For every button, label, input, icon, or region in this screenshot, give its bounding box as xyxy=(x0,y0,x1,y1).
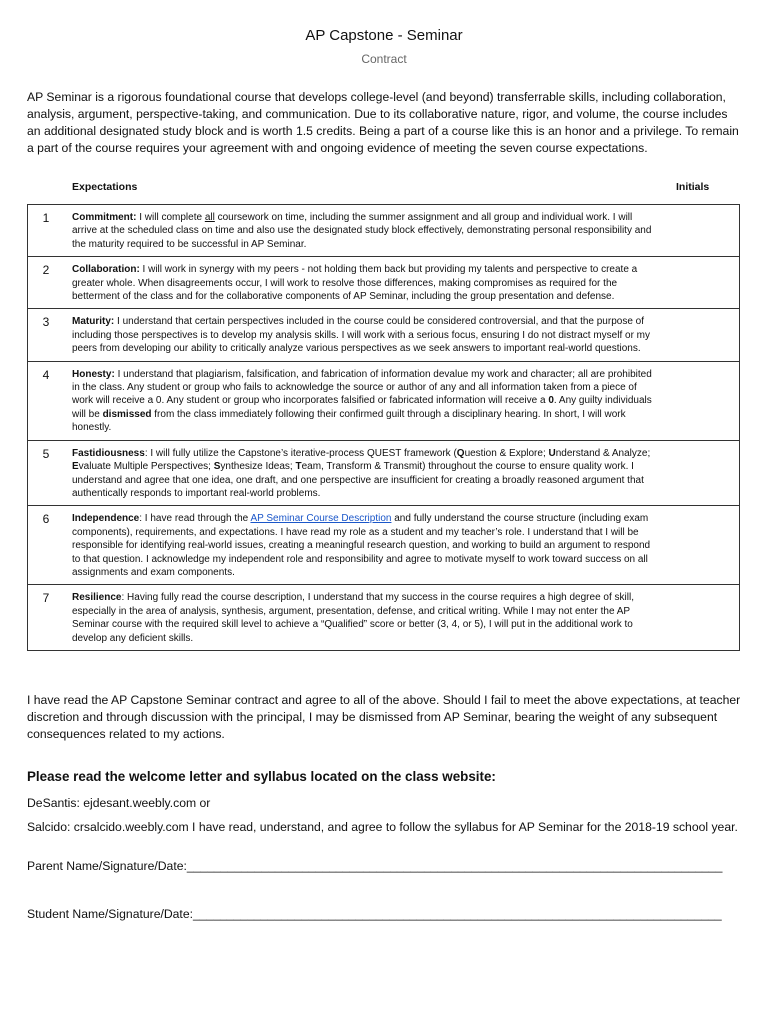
initials-cell[interactable] xyxy=(665,361,740,440)
table-row xyxy=(28,585,740,651)
row-underline: all xyxy=(204,212,215,223)
intro-paragraph: AP Seminar is a rigorous foundational course that develops college-level (and beyond) transferrable skills, including collaboration, analysis, argument, perspective-taking, and communication. Due to its collaborative nature, rigor, and volume, the course includes an additional designated study block and is worth 1.5 credits. Being a part of a course like this is an honor and a privilege. To remain a part of the course requires your agreement with and ongoing evidence of meeting the seven course expectations. xyxy=(27,90,739,155)
row-label: Fastidiousness xyxy=(72,447,145,459)
row-label: Collaboration: xyxy=(72,264,140,276)
row-number: 5 xyxy=(28,440,65,506)
row-text xyxy=(64,506,665,585)
row-number: 3 xyxy=(28,309,65,361)
salcido-website: Salcido: crsalcido.weebly.com I have read, understand, and agree to follow the syllabus for AP Seminar for the 2018-19 school year. xyxy=(27,820,738,834)
row-text xyxy=(64,361,665,440)
row-body: nderstand & Analyze; xyxy=(555,447,651,459)
quest-letter: T xyxy=(295,461,302,473)
row-number: 4 xyxy=(28,361,65,440)
row-label: Commitment: xyxy=(72,212,137,223)
table-row xyxy=(28,257,740,309)
agreement-paragraph: I have read the AP Capstone Seminar contract and agree to all of the above. Should I fail to meet the above expectations, at teacher discretion and through discussion with the principal, I may be dismissed from AP Seminar, bearing the weight of any subsequent consequences related to my actions. xyxy=(27,693,741,741)
quest-letter: Q xyxy=(456,447,465,459)
table-row xyxy=(28,205,740,257)
row-label: Independence xyxy=(72,513,140,525)
row-bold: dismissed xyxy=(102,408,152,420)
row-body: I will work in synergy with my peers - not holding them back but providing my talents and perspective to create a greater whole. When disagreements occur, I will work to resolve those differences, making compromises as required for the betterment of the class and for the collaborative components of AP Seminar, including the group presentation and defense. xyxy=(72,264,638,303)
row-label: Resilience xyxy=(72,592,122,604)
row-body: from the class immediately following their confirmed guilt through a disciplinary hearing. In short, I will work honestly. xyxy=(72,408,626,434)
row-body: : I will fully utilize the Capstone’s iterative-process QUEST framework ( xyxy=(144,447,457,459)
row-body: I understand that plagiarism, falsification, and fabrication of information devalue my work and character; all are prohibited in the class. Any student or group who fails to acknowledge the source or author of any and all information taken from a piece of work will receive a 0. Any student or group who incorporates falsified or fabricated information will receive a xyxy=(72,368,652,407)
row-number: 6 xyxy=(28,506,65,585)
row-body: eam, Transform & Transmit) throughout the course to ensure quality work. I understand and agree that one idea, one draft, and one perspective are insufficient for creating a broadly reasoned argument that authentically responds to important real-world problems. xyxy=(72,461,644,499)
row-body: ynthesize Ideas; xyxy=(220,461,296,473)
initials-cell[interactable] xyxy=(665,440,740,506)
row-body: : Having fully read the course description, I understand that my success in the course requires a high degree of skill, especially in the area of analysis, synthesis, argument, presentation, defense, and critical writing. While I may not enter the AP Seminar course with the required skill level to achieve a “Qualified” score or better (3, 4, or 5), I will put in the additional work to develop any deficient skills. xyxy=(72,592,634,644)
initials-cell[interactable] xyxy=(665,257,740,309)
table-row xyxy=(28,440,740,506)
desantis-website: DeSantis: ejdesant.weebly.com or xyxy=(27,796,211,810)
row-number: 7 xyxy=(28,585,65,651)
page-subtitle: Contract xyxy=(361,52,407,66)
row-text xyxy=(64,440,665,506)
row-body: I understand that certain perspectives included in the course could be considered controversial, and that the purpose of including those perspectives is to develop my analysis skills. I will work with a serious focus, ensuring I do not distract myself or my peers from developing our ability to critically analyze various perspectives as we seek answers to important real-world questions. xyxy=(72,316,651,355)
row-label: Honesty: xyxy=(72,368,115,380)
page-title: AP Capstone - Seminar xyxy=(305,27,463,44)
expectations-table xyxy=(27,204,740,651)
course-description-link[interactable]: AP Seminar Course Description xyxy=(250,513,392,525)
student-signature-line[interactable]: Student Name/Signature/Date:______________________________________________________________________________ xyxy=(27,907,722,921)
row-number: 2 xyxy=(28,257,65,309)
row-text xyxy=(64,309,665,361)
initials-cell[interactable] xyxy=(665,309,740,361)
table-row xyxy=(28,361,740,440)
row-text xyxy=(64,257,665,309)
table-row xyxy=(28,506,740,585)
row-body: uestion & Explore; xyxy=(464,447,549,459)
row-body: : I have read through the xyxy=(139,513,251,525)
table-row xyxy=(28,309,740,361)
row-body: valuate Multiple Perspectives; xyxy=(78,461,214,473)
quest-letter: E xyxy=(72,461,79,473)
row-number: 1 xyxy=(28,205,65,257)
initials-column-header: Initials xyxy=(676,181,710,193)
quest-letter: U xyxy=(548,447,556,459)
welcome-heading: Please read the welcome letter and syllabus located on the class website: xyxy=(27,769,496,784)
initials-cell[interactable] xyxy=(665,205,740,257)
row-body: . Any guilty individuals will be xyxy=(72,395,652,420)
row-label: Maturity: xyxy=(72,316,115,328)
parent-signature-line[interactable]: Parent Name/Signature/Date:_______________________________________________________________________________ xyxy=(27,859,723,873)
quest-letter: S xyxy=(213,461,221,473)
row-body: and fully understand the course structure (including exam components), requirements, and expectations. I have read my role as a student and my teacher’s role. I understand that I will be responsible for identifying real-world issues, creating a meaningful research question, and working to build an argument to respond to that question. I acknowledge my independent role and responsibility and agree to motivate myself to work toward success on all assignments and exam components. xyxy=(72,513,651,578)
initials-cell[interactable] xyxy=(665,506,740,585)
initials-cell[interactable] xyxy=(665,585,740,651)
row-text xyxy=(64,585,665,651)
row-bold: 0 xyxy=(548,395,554,407)
row-text xyxy=(64,205,665,257)
row-body: coursework on time, including the summer assignment and all group and individual work. I will arrive at the scheduled class on time and also use the designated study block effectively, demonstrating personal responsibility and the maturity required to be successful in AP Seminar. xyxy=(72,212,652,250)
expectations-column-header: Expectations xyxy=(72,181,138,193)
row-body: I will complete xyxy=(136,212,205,223)
